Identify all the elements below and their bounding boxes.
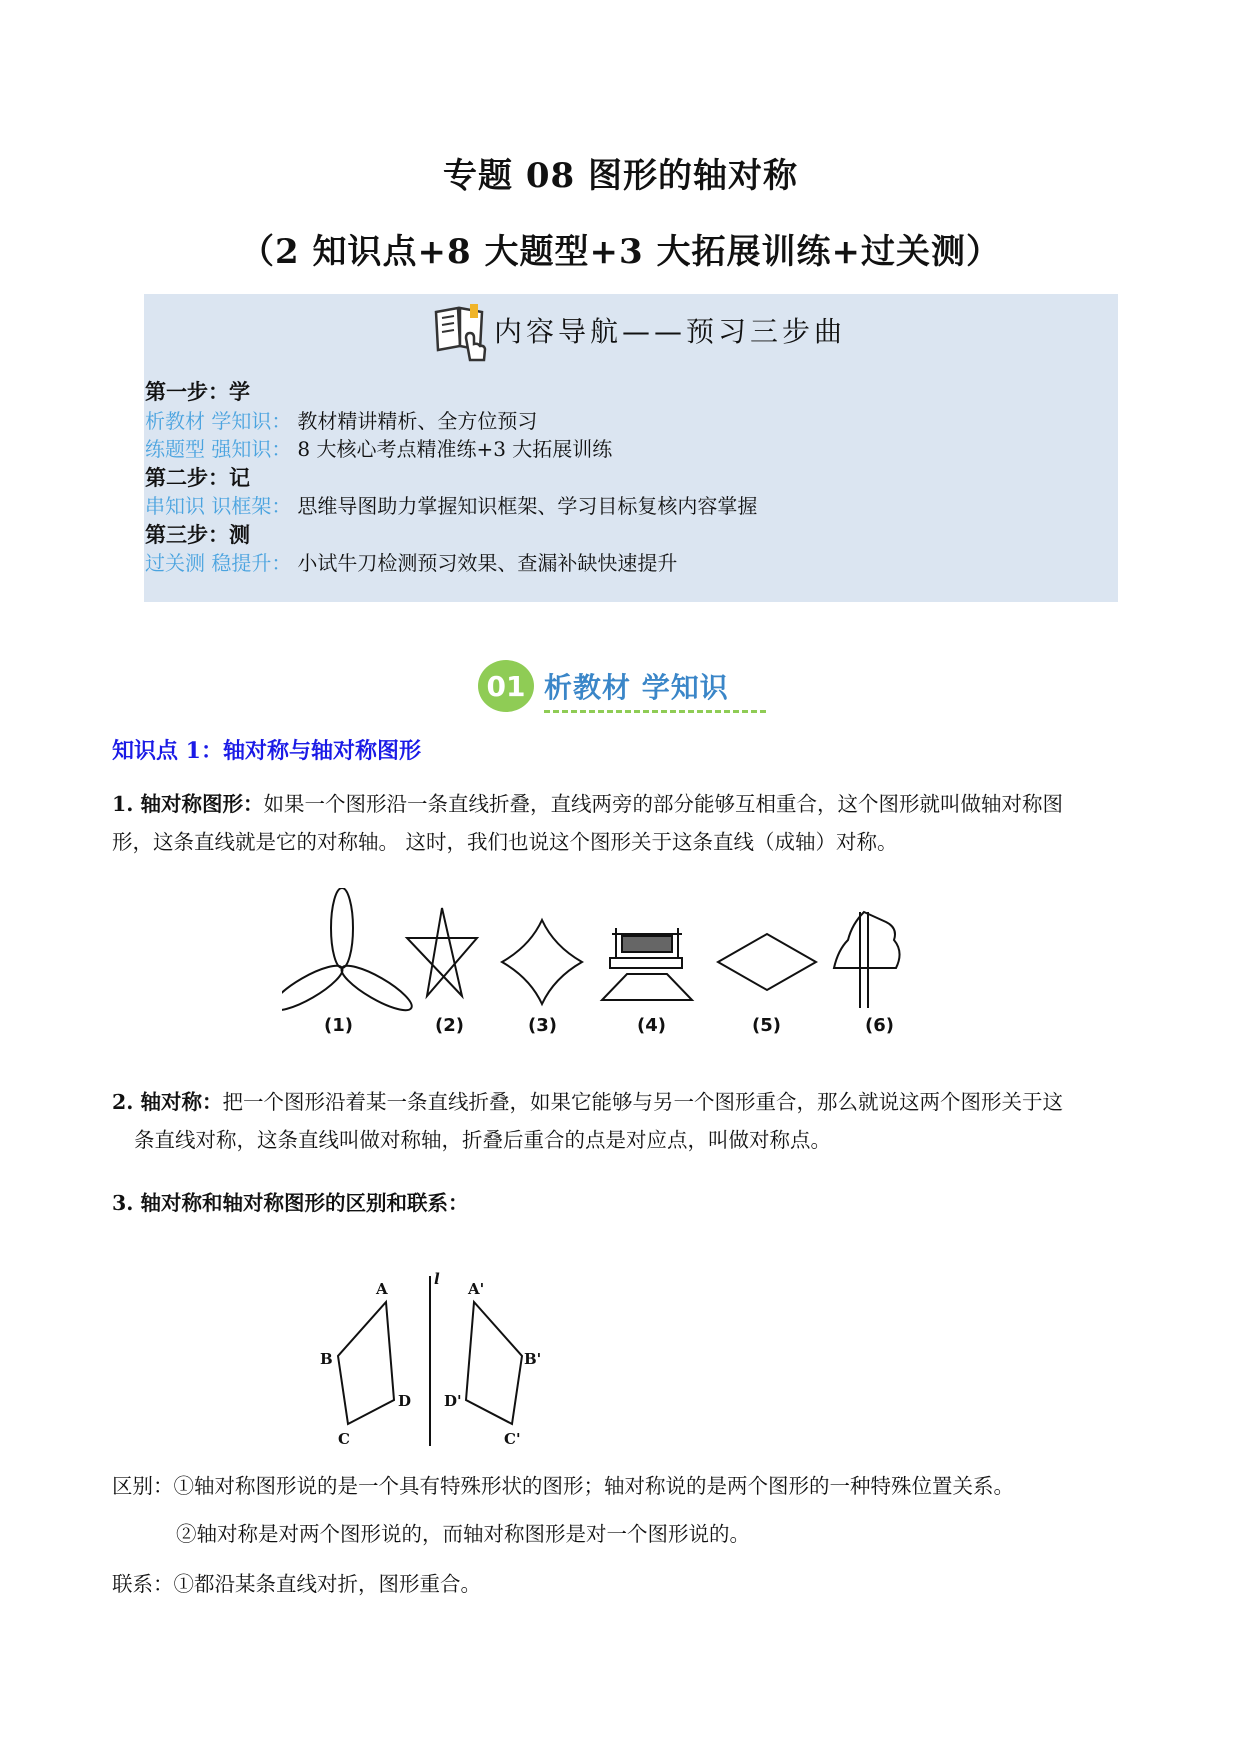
difference-1: 区别：①轴对称图形说的是一个具有特殊形状的图形；轴对称说的是两个图形的一种特殊位置关系。 <box>112 1474 1014 1498</box>
quadrilateral-abcd <box>338 1302 394 1424</box>
figure-star <box>407 908 477 996</box>
label-b-prime: B' <box>524 1350 542 1368</box>
nav-item-4 <box>145 549 757 578</box>
label-a: A <box>376 1280 388 1298</box>
nav-item-text: 小试牛刀检测预习效果、查漏补缺快速提升 <box>297 551 678 575</box>
symmetric-figures-illustration <box>282 888 982 1048</box>
nav-item-2 <box>145 435 757 464</box>
page-title: 专题 08 图形的轴对称 <box>443 156 798 196</box>
section-number: 01 <box>478 660 534 712</box>
nav-item-label: 析教材 学知识： <box>145 408 292 433</box>
nav-item-label: 过关测 稳提升： <box>145 551 292 575</box>
section-badge <box>478 654 768 718</box>
figure-propeller <box>282 888 417 1018</box>
section-label: 析教材 学知识 <box>544 671 729 704</box>
nav-item-text: 8 大核心考点精准练+3 大拓展训练 <box>297 437 613 461</box>
nav-title: 内容导航——预习三步曲 <box>494 315 847 348</box>
section-underline <box>544 710 766 713</box>
label-b: B <box>320 1350 333 1368</box>
nav-item-label: 串知识 识框架： <box>145 494 292 518</box>
paragraph-text: 把一个图形沿着某一条直线折叠，如果它能够与另一个图形重合，那么就说这两个图形关于这 <box>222 1090 1064 1114</box>
nav-item-1 <box>145 407 757 436</box>
figure-label-5: (5) <box>752 1015 781 1036</box>
content-navigation-box <box>144 294 1118 602</box>
figure-label-3: (3) <box>528 1015 557 1036</box>
label-d: D <box>398 1392 412 1410</box>
label-d-prime: D' <box>444 1392 462 1410</box>
paragraph-text: 如果一个图形沿一条直线折叠，直线两旁的部分能够互相重合，这个图形就叫做轴对称图 <box>263 792 1064 816</box>
book-pointer-icon <box>430 298 492 362</box>
nav-step-1: 第一步：学 <box>145 379 250 404</box>
paragraph-axis-symmetric-figure <box>112 785 1122 861</box>
nav-header <box>430 298 846 362</box>
figure-flag <box>834 912 900 1008</box>
nav-item-text: 教材精讲精析、全方位预习 <box>297 408 538 433</box>
figure-rhombus <box>718 934 816 990</box>
figure-label-2: (2) <box>435 1015 464 1036</box>
paragraph-axis-symmetry <box>112 1083 1122 1159</box>
term-label: 2. 轴对称： <box>112 1090 223 1114</box>
term-label: 1. 轴对称图形： <box>112 792 264 816</box>
nav-steps <box>145 378 757 578</box>
paragraph-text: 条直线对称，这条直线叫做对称轴，折叠后重合的点是对应点，叫做对称点。 <box>134 1128 831 1152</box>
nav-step-3: 第三步：测 <box>145 521 250 547</box>
nav-item-label: 练题型 强知识： <box>145 437 292 461</box>
label-l: l <box>434 1270 440 1288</box>
page-subtitle: （2 知识点+8 大题型+3 大拓展训练+过关测） <box>240 232 1001 272</box>
nav-item-text: 思维导图助力掌握知识框架、学习目标复核内容掌握 <box>297 494 758 518</box>
paragraph-text: 形，这条直线就是它的对称轴。 这时，我们也说这个图形关于这条直线（成轴）对称。 <box>112 830 898 854</box>
figure-label-6: (6) <box>865 1015 894 1036</box>
label-a-prime: A' <box>468 1280 485 1298</box>
nav-step-2: 第二步：记 <box>145 464 250 490</box>
label-c: C <box>338 1430 350 1448</box>
figure-label-4: (4) <box>637 1015 666 1036</box>
figure-curved-diamond <box>502 920 582 1004</box>
label-c-prime: C' <box>504 1430 521 1448</box>
quadrilateral-abcd-reflected <box>466 1302 522 1424</box>
connection-1: 联系：①都沿某条直线对折，图形重合。 <box>112 1572 481 1596</box>
paragraph-difference-heading: 3. 轴对称和轴对称图形的区别和联系： <box>112 1191 469 1215</box>
figure-lamp <box>602 928 692 1000</box>
figure-label-1: (1) <box>324 1015 353 1036</box>
symmetry-diagram <box>318 1262 558 1452</box>
difference-2: ②轴对称是对两个图形说的，而轴对称图形是对一个图形说的。 <box>176 1522 750 1546</box>
nav-item-3 <box>145 492 757 521</box>
knowledge-point-heading: 知识点 1：轴对称与轴对称图形 <box>112 738 421 764</box>
